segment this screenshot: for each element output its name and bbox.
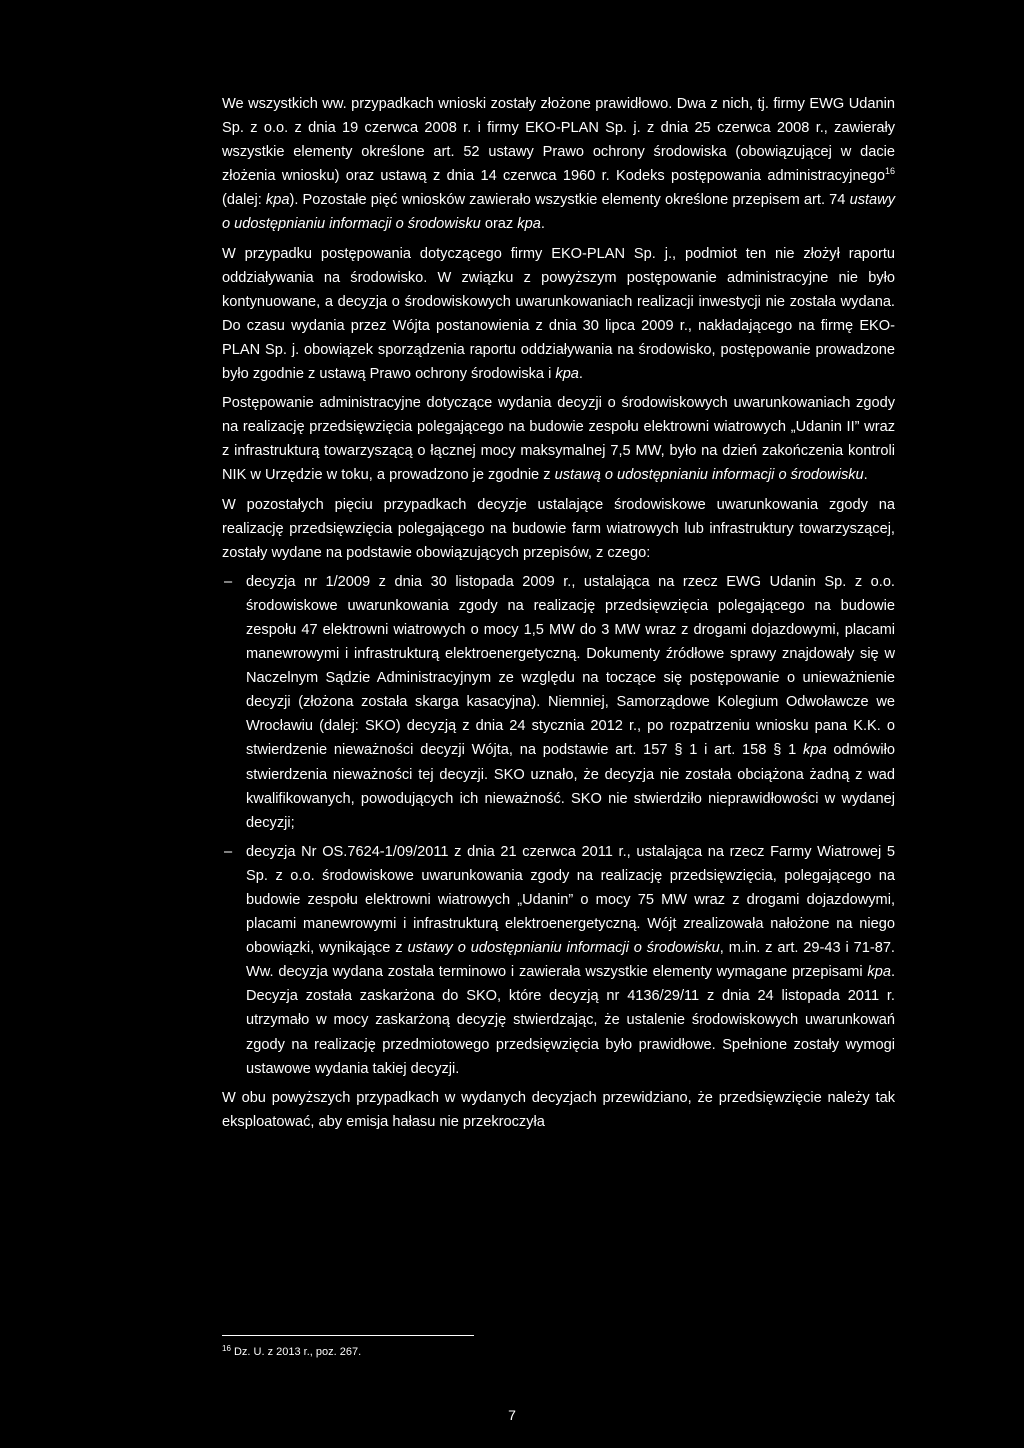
paragraph-other-decisions: W pozostałych pięciu przypadkach decyzje ustalające środowiskowe uwarunkowania zgody na realizację przedsięwzięcia polegającego na budowie farm wiatrowych lub infrastruktury towarzyszącej, zostały wydane na podstawie obowiązujących przepisów, z czego: [222, 496, 895, 561]
list-item: – decyzja nr 1/2009 z dnia 30 listopada 2009 r., ustalająca na rzecz EWG Udanin Sp. z o.o. środowiskowe uwarunkowania zgody na realizację przedsięwzięcia polegającego na budowie zespołu 47 elektrowni wiatrowych o mocy 1,5 MW do 3 MW wraz z drogami dojazdowymi, placami manewrowymi i infrastrukturą elektroenergetyczną. Dokumenty źródłowe sprawy znajdowały się w Naczelnym Sądzie Administracyjnym ze względu na toczące się postępowanie o unieważnienie decyzji (złożona została skarga kasacyjna). Niemniej, Samorządowe Kolegium Odwoławcze we Wrocławiu (dalej: SKO) decyzją z dnia 24 stycznia 2012 r., po rozpatrzeniu wniosku pana K.K. o stwierdzenie nieważności decyzji Wójta, na podstawie art. 157 § 1 i art. 158 § 1 kpa odmówiło stwierdzenia nieważności tej decyzji. SKO uznało, że decyzja nie została obciążona żadną z wad kwalifikowanych, powodujących ich nieważność. SKO nie stwierdziło nieprawidłowości w wydanej decyzji; [222, 570, 895, 835]
list-item: – decyzja Nr OS.7624-1/09/2011 z dnia 21 czerwca 2011 r., ustalająca na rzecz Farmy Wiatrowej 5 Sp. z o.o. środowiskowe uwarunkowania zgody na realizację przedsięwzięcia, polegającego na budowie zespołu elektrowni wiatrowych „Udanin” o mocy 75 MW wraz z drogami dojazdowymi, placami manewrowymi i infrastrukturą elektroenergetyczną. Wójt zrealizowała nałożone na niego obowiązki, wynikające z ustawy o udostępnianiu informacji o środowisku, m.in. z art. 29-43 i 71-87. Ww. decyzja wydana została terminowo i zawierała wszystkie elementy wymagane przepisami kpa. Decyzja została zaskarżona do SKO, które decyzją nr 4136/29/11 z dnia 24 listopada 2011 r. utrzymało w mocy zaskarżoną decyzję stwierdzając, że ustalenie środowiskowych uwarunkowań zgody na realizację przedmiotowego przedsięwzięcia było prawidłowe. Spełnione zostały wymogi ustawowe wydania takiej decyzji. [222, 840, 895, 1081]
footnote-divider [222, 1335, 474, 1336]
footnote-16: $^{16}$ Dz. U. z 2013 r., poz. 267. [222, 1344, 362, 1358]
paragraph-udanin-ii: Postępowanie administracyjne dotyczące wydania decyzji o środowiskowych uwarunkowaniach zgody na realizację przedsięwzięcia polegającego na budowie zespołu elektrowni wiatrowych „Udanin II” wraz z infrastrukturą towarzyszącą o łącznej mocy maksymalnej 7,5 MW, było na dzień zakończenia kontroli NIK w Urzędzie w toku, a prowadzono je zgodnie z ustawą o udostępnianiu informacji o środowisku. [222, 395, 895, 484]
paragraph-noise-emission: W obu powyższych przypadkach w wydanych decyzjach przewidziano, że przedsięwzięcie należy tak eksploatować, aby emisja hałasu nie przekroczyła [222, 1089, 895, 1130]
paragraph-applications: We wszystkich ww. przypadkach wnioski zostały złożone prawidłowo. Dwa z nich, tj. firmy EWG Udanin Sp. z o.o. z dnia 19 czerwca 2008 r. i firmy EKO-PLAN Sp. j. z dnia 25 czerwca 2008 r., zawierały wszystkie elementy określone art. 52 ustawy Prawo ochrony środowiska (obowiązującej w dacie złożenia wniosku) oraz ustawą z dnia 14 czerwca 1960 r. Kodeks postępowania administracyjnego$^{16}$ (dalej: kpa). Pozostałe pięć wniosków zawierało wszystkie elementy określone przepisem art. 74 ustawy o udostępnianiu informacji o środowisku oraz kpa. [222, 96, 895, 233]
dash-bullet: – [224, 843, 233, 860]
dash-bullet: – [224, 573, 233, 590]
footnote-ref-16[interactable]: 16 [884, 166, 895, 177]
page-number: 7 [508, 1407, 516, 1423]
paragraph-eko-plan: W przypadku postępowania dotyczącego firmy EKO-PLAN Sp. j., podmiot ten nie złożył raportu oddziaływania na środowisko. W związku z powyższym postępowanie administracyjne nie było kontynuowane, a decyzja o środowiskowych uwarunkowaniach realizacji inwestycji nie została wydana. Do czasu wydania przez Wójta postanowienia z dnia 30 lipca 2009 r., nakładającego na firmę EKO-PLAN Sp. j. obowiązek sporządzenia raportu oddziaływania na środowisko, postępowanie prowadzone było zgodnie z ustawą Prawo ochrony środowiska i kpa. [222, 245, 895, 383]
document-body [222, 92, 895, 1139]
decisions-list [222, 570, 895, 1081]
